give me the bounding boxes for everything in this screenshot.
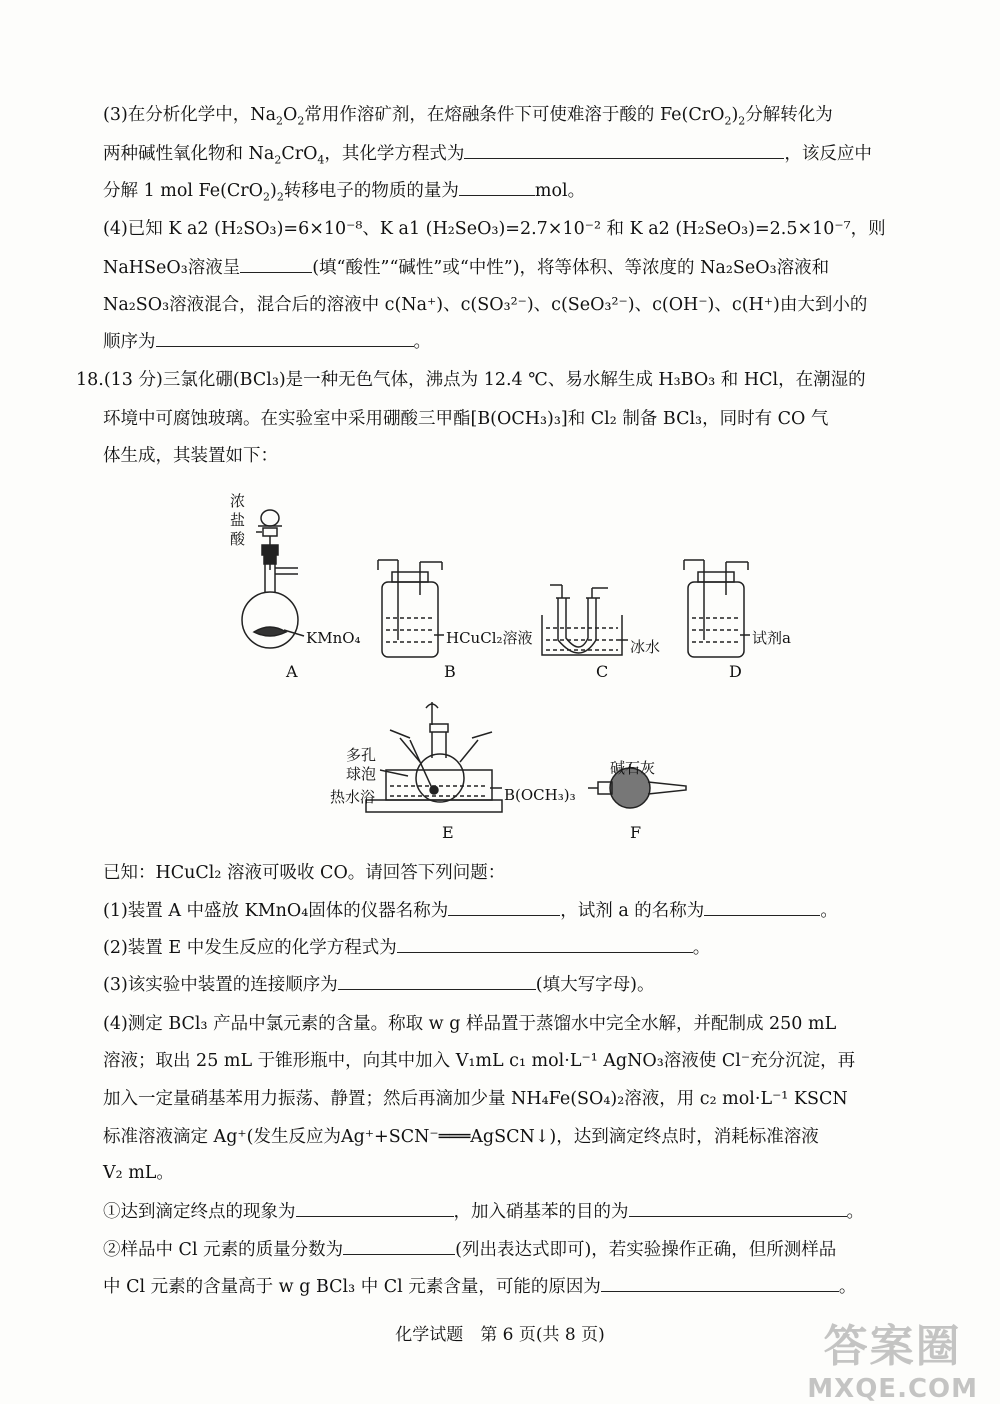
q18-s3: (3)该实验中装置的连接顺序为 (填大写字母)。 (103, 971, 654, 998)
q17-4-line4: 顺序为 。 (103, 328, 431, 355)
q18-intro-3: 体生成，其装置如下： (103, 446, 278, 466)
q18-s2: (2)装置 E 中发生反应的化学方程式为 。 (103, 934, 710, 961)
label-boch3: B(OCH₃)₃ (504, 786, 576, 804)
caption-d: D (729, 662, 742, 681)
label-ice-water: 冰水 (630, 638, 661, 656)
answer-blank[interactable] (296, 1198, 454, 1217)
answer-blank[interactable] (448, 897, 560, 916)
answer-blank[interactable] (338, 971, 536, 990)
label-soda-lime: 碱石灰 (610, 759, 656, 777)
watermark-logo: 答案圈 MXQE.COM (807, 1321, 978, 1404)
apparatus-e (366, 702, 502, 812)
answer-blank[interactable] (704, 897, 820, 916)
q17-3-line1: (3)在分析化学中，$Na_2O_2$常用作溶矿剂，在熔融条件下可使难溶于酸的 $Fe(CrO_2)_2$分解转化为 (103, 105, 833, 128)
q17-4-line1: (4)已知 K a2 (H₂SO₃)=6×10⁻⁸、K a1 (H₂SeO₃)=2.7×10⁻² 和 K a2 (H₂SeO₃)=2.5×10⁻⁷，则 (103, 219, 886, 239)
q17-3-line2: 两种碱性氧化物和 $Na_2CrO_4$，其化学方程式为 ，该反应中 (103, 140, 872, 167)
q18-intro-2: 环境中可腐蚀玻璃。在实验室中采用硼酸三甲酯[B(OCH₃)₃]和 Cl₂ 制备 BCl₃，同时有 CO 气 (103, 409, 829, 429)
q17-4-line3: Na₂SO₃溶液混合，混合后的溶液中 c(Na⁺)、c(SO₃²⁻)、c(SeO₃²⁻)、c(OH⁻)、c(H⁺)由大到小的 (103, 295, 868, 315)
label-kmno4: KMnO₄ (306, 629, 361, 647)
answer-blank[interactable] (629, 1198, 847, 1217)
q18-c1: ①达到滴定终点的现象为 ，加入硝基苯的目的为 。 (103, 1198, 864, 1225)
label-hcucl2: HCuCl₂溶液 (446, 629, 533, 647)
label-hot-water-bath: 热水浴 (330, 788, 376, 806)
answer-blank[interactable] (156, 328, 414, 347)
label-conc-hcl: 浓 盐 酸 (230, 492, 246, 548)
answer-blank[interactable] (464, 140, 784, 159)
label-reagent-a: 试剂a (752, 629, 791, 647)
answer-blank[interactable] (397, 934, 693, 953)
q18-intro-1: 18.(13 分)三氯化硼(BCl₃)是一种无色气体，沸点为 12.4 ℃、易水解生成 H₃BO₃ 和 HCl，在潮湿的 (76, 370, 866, 390)
q18-s4-line4: 标准溶液滴定 Ag⁺(发生反应为Ag⁺+SCN⁻═══AgSCN↓)，达到滴定终点时，消耗标准溶液 (103, 1127, 819, 1147)
q18-s1: (1)装置 A 中盛放 KMnO₄固体的仪器名称为 ，试剂 a 的名称为 。 (103, 897, 838, 924)
apparatus-a (242, 510, 304, 648)
answer-blank[interactable] (459, 177, 535, 196)
q18-known: 已知：HCuCl₂ 溶液可吸收 CO。请回答下列问题： (103, 863, 506, 883)
q18-s4-line3: 加入一定量硝基苯用力振荡、静置；然后再滴加少量 NH₄Fe(SO₄)₂溶液，用 c₂ mol·L⁻¹ KSCN (103, 1089, 848, 1109)
label-porous-bulb: 多孔 球泡 (346, 746, 377, 783)
caption-e: E (442, 823, 454, 842)
q18-c2: ②样品中 Cl 元素的质量分数为 (列出表达式即可)，若实验操作正确，但所测样品 (103, 1236, 836, 1263)
answer-blank[interactable] (240, 254, 312, 273)
caption-c: C (596, 662, 609, 681)
q18-s4-line5: V₂ mL。 (103, 1163, 174, 1183)
answer-blank[interactable] (601, 1273, 839, 1292)
page-footer: 化学试题 第 6 页(共 8 页) (395, 1325, 605, 1345)
q17-3-line3: 分解 1 mol $Fe(CrO_2)_2$转移电子的物质的量为 mol。 (103, 177, 585, 204)
caption-f: F (630, 823, 642, 842)
answer-blank[interactable] (343, 1236, 455, 1255)
q18-s4-line1: (4)测定 BCl₃ 产品中氯元素的含量。称取 w g 样品置于蒸馏水中完全水解，并配制成 250 mL (103, 1014, 837, 1034)
q18-c3: 中 Cl 元素的含量高于 w g BCl₃ 中 Cl 元素含量，可能的原因为 。 (103, 1273, 856, 1300)
apparatus-c (542, 585, 628, 655)
q18-s4-line2: 溶液；取出 25 mL 于锥形瓶中，向其中加入 V₁mL c₁ mol·L⁻¹ AgNO₃溶液使 Cl⁻充分沉淀，再 (103, 1051, 856, 1071)
q17-4-line2: NaHSeO₃溶液呈 (填“酸性”“碱性”或“中性”)，将等体积、等浓度的 Na₂SeO₃溶液和 (103, 254, 829, 281)
caption-b: B (444, 662, 456, 681)
apparatus-d (684, 560, 750, 657)
apparatus-figure (0, 470, 1000, 870)
caption-a: A (286, 662, 298, 681)
apparatus-b (378, 560, 444, 657)
